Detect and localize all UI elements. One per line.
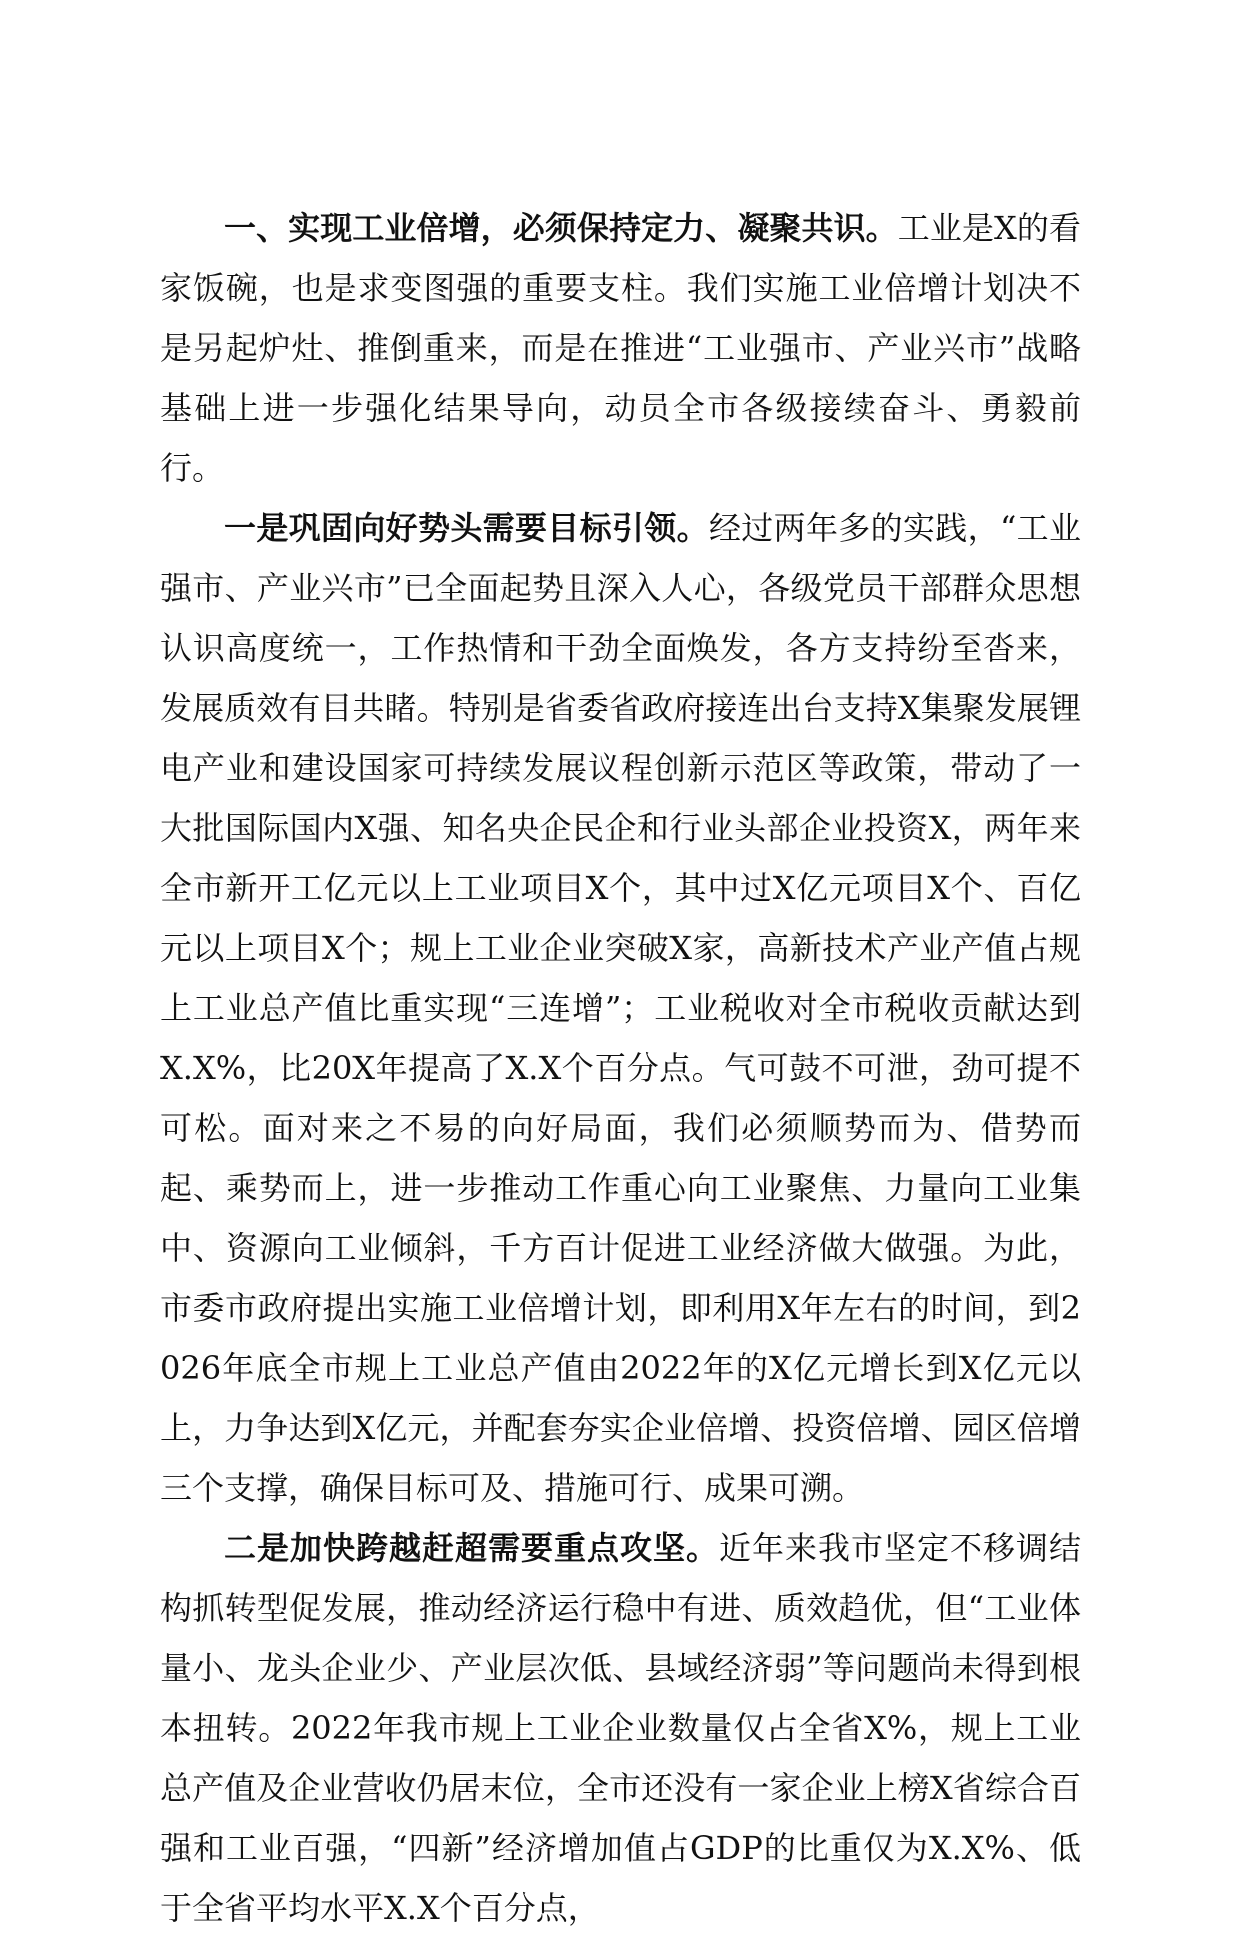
subsection-heading: 二是加快跨越赶超需要重点攻坚。 xyxy=(224,1529,719,1567)
subsection-heading: 一是巩固向好势头需要目标引领。 xyxy=(224,509,709,547)
paragraph-text: 经过两年多的实践，“工业强市、产业兴市”已全面起势且深入人心，各级党员干部群众思想认识高度统一，工作热情和干劲全面焕发，各方支持纷至沓来，发展质效有目共睹。特别是省委省政府接连出台支持X集聚发展锂电产业和建设国家可持续发展议程创新示范区等政策，带动了一大批国际国内X强、知名央企民企和行业头部企业投资X，两年来全市新开工亿元以上工业项目X个，其中过X亿元项目X个、百亿元以上项目X个；规上工业企业突破X家，高新技术产业产值占规上工业总产值比重实现“三连增”；工业税收对全市税收贡献达到X.X%，比20X年提高了X.X个百分点。气可鼓不可泄，劲可提不可松。面对来之不易的向好局面，我们必须顺势而为、借势而起、乘势而上，进一步推动工作重心向工业聚焦、力量向工业集中、资源向工业倾斜，千方百计促进工业经济做大做强。为此，市委市政府提出实施工业倍增计划，即利用X年左右的时间，到2026年底全市规上工业总产值由2022年的X亿元增长到X亿元以上，力争达到X亿元，并配套夯实企业倍增、投资倍增、园区倍增三个支撑，确保目标可及、措施可行、成果可溯。 xyxy=(160,509,1081,1507)
section-heading: 一、实现工业倍增，必须保持定力、凝聚共识。 xyxy=(224,209,898,247)
paragraph-1 xyxy=(160,198,1081,498)
paragraph-text: 近年来我市坚定不移调结构抓转型促发展，推动经济运行稳中有进、质效趋优，但“工业体量小、龙头企业少、产业层次低、县域经济弱”等问题尚未得到根本扭转。2022年我市规上工业企业数量仅占全省X%，规上工业总产值及企业营收仍居末位，全市还没有一家企业上榜X省综合百强和工业百强，“四新”经济增加值占GDP的比重仅为X.X%、低于全省平均水平X.X个百分点， xyxy=(160,1529,1081,1927)
paragraph-3 xyxy=(160,1518,1081,1938)
document-body xyxy=(160,198,1081,1938)
paragraph-2 xyxy=(160,498,1081,1518)
paragraph-text: 工业是X的看家饭碗，也是求变图强的重要支柱。我们实施工业倍增计划决不是另起炉灶、推倒重来，而是在推进“工业强市、产业兴市”战略基础上进一步强化结果导向，动员全市各级接续奋斗、勇毅前行。 xyxy=(160,209,1081,487)
